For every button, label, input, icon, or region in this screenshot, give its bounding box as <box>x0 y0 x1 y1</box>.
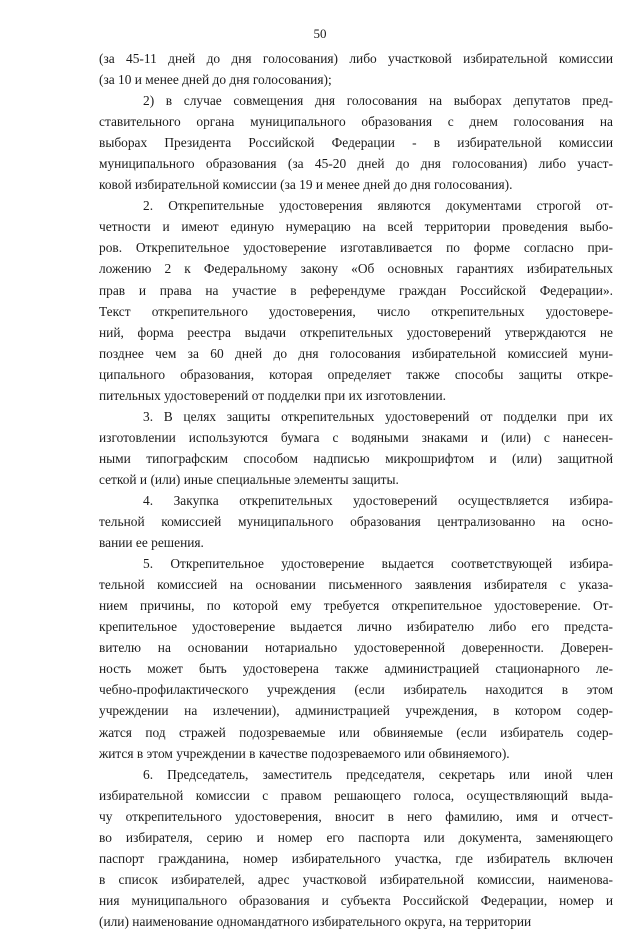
text-line: выборах Президента Российской Федерации - в избирательной комиссии <box>99 135 613 151</box>
text-line: ковой избирательной комиссии (за 19 и менее дней до дня голосования). <box>99 177 513 193</box>
text-line: изготовлении используются бумага с водяными знаками и (или) с нанесен- <box>99 429 613 445</box>
text-line: 4. Закупка открепительных удостоверений осуществляется избира- <box>143 492 613 508</box>
paragraph <box>99 48 613 90</box>
paragraph <box>99 490 613 553</box>
text-line: 6. Председатель, заместитель председателя, секретарь или иной член <box>143 766 613 782</box>
paragraph <box>99 406 613 490</box>
text-line: четности и имеют единую нумерацию на всей территории проведения выбо- <box>99 219 613 235</box>
paragraph <box>99 195 613 405</box>
text-line: ципального образования, которая определяет также способы защиты откре- <box>99 366 613 382</box>
text-line: ными типографским способом надписью микрошрифтом и (или) защитной <box>99 450 613 466</box>
text-line: (за 10 и менее дней до дня голосования); <box>99 72 332 88</box>
text-line: ний, форма реестра выдачи открепительных удостоверений утверждаются не <box>99 324 613 340</box>
text-line: нием причины, по которой ему требуется открепительное удостоверение. От- <box>99 598 613 614</box>
text-line: 5. Открепительное удостоверение выдается соответствующей избира- <box>143 556 613 572</box>
paragraph <box>99 553 613 763</box>
text-line: паспорт гражданина, номер избирательного участка, где избиратель включен <box>99 850 613 866</box>
text-line: ложению 2 к Федеральному закону «Об основных гарантиях избирательных <box>99 261 613 277</box>
text-line: тельной комиссией муниципального образования централизованно на осно- <box>99 514 613 530</box>
text-line: жится в этом учреждении в качестве подозреваемого или обвиняемого). <box>99 745 510 761</box>
text-line: ставительного органа муниципального образования с днем голосования на <box>99 114 613 130</box>
document-body <box>99 48 613 932</box>
page-number: 50 <box>313 26 327 41</box>
text-line: учреждении на излечении), администрацией учреждения, в котором содер- <box>99 703 613 719</box>
text-line: ния муниципального образования и субъекта Российской Федерации, номер и <box>99 892 613 908</box>
text-line: пительных удостоверений от подделки при их изготовлении. <box>99 387 446 403</box>
text-line: 3. В целях защиты открепительных удостоверений от подделки при их <box>143 408 613 424</box>
text-line: ров. Открепительное удостоверение изготавливается по форме согласно при- <box>99 240 613 256</box>
text-line: избирательной комиссии с правом решающего голоса, осуществляющий выда- <box>99 787 613 803</box>
text-line: муниципального образования (за 45-20 дней до дня голосования) либо участ- <box>99 156 613 172</box>
paragraph <box>99 764 613 932</box>
text-line: тельной комиссией на основании письменного заявления избирателя с указа- <box>99 577 613 593</box>
text-line: позднее чем за 60 дней до дня голосования избирательной комиссией муни- <box>99 345 613 361</box>
paragraph <box>99 90 613 195</box>
text-line: 2) в случае совмещения дня голосования на выборах депутатов пред- <box>143 93 613 109</box>
text-line: чебно-профилактического учреждения (если избиратель находится в этом <box>99 682 613 698</box>
text-line: чу открепительного удостоверения, вносит в него фамилию, имя и отчест- <box>99 808 613 824</box>
text-line: во избирателя, серию и номер его паспорта или документа, заменяющего <box>99 829 613 845</box>
text-line: (или) наименование одномандатного избирательного округа, на территории <box>99 913 532 929</box>
text-line: жатся под стражей подозреваемые или обвиняемые (если избиратель содер- <box>99 724 613 740</box>
text-line: (за 45-11 дней до дня голосования) либо участковой избирательной комиссии <box>99 51 613 66</box>
text-line: ность может быть удостоверена также администрацией стационарного ле- <box>99 661 613 677</box>
text-line: вании ее решения. <box>99 535 204 551</box>
text-line: сеткой и (или) иные специальные элементы защиты. <box>99 471 399 487</box>
text-line: Текст открепительного удостоверения, число открепительных удостовере- <box>99 303 613 319</box>
text-line: 2. Открепительные удостоверения являются документами строгой от- <box>143 198 613 214</box>
text-line: прав и права на участие в референдуме граждан Российской Федерации». <box>99 282 613 298</box>
text-line: вителю на основании нотариально удостоверенной доверенности. Доверен- <box>99 640 613 656</box>
text-line: в список избирателей, адрес участковой избирательной комиссии, наименова- <box>99 871 613 887</box>
text-line: крепительное удостоверение выдается лично избирателю либо его предста- <box>99 619 613 635</box>
